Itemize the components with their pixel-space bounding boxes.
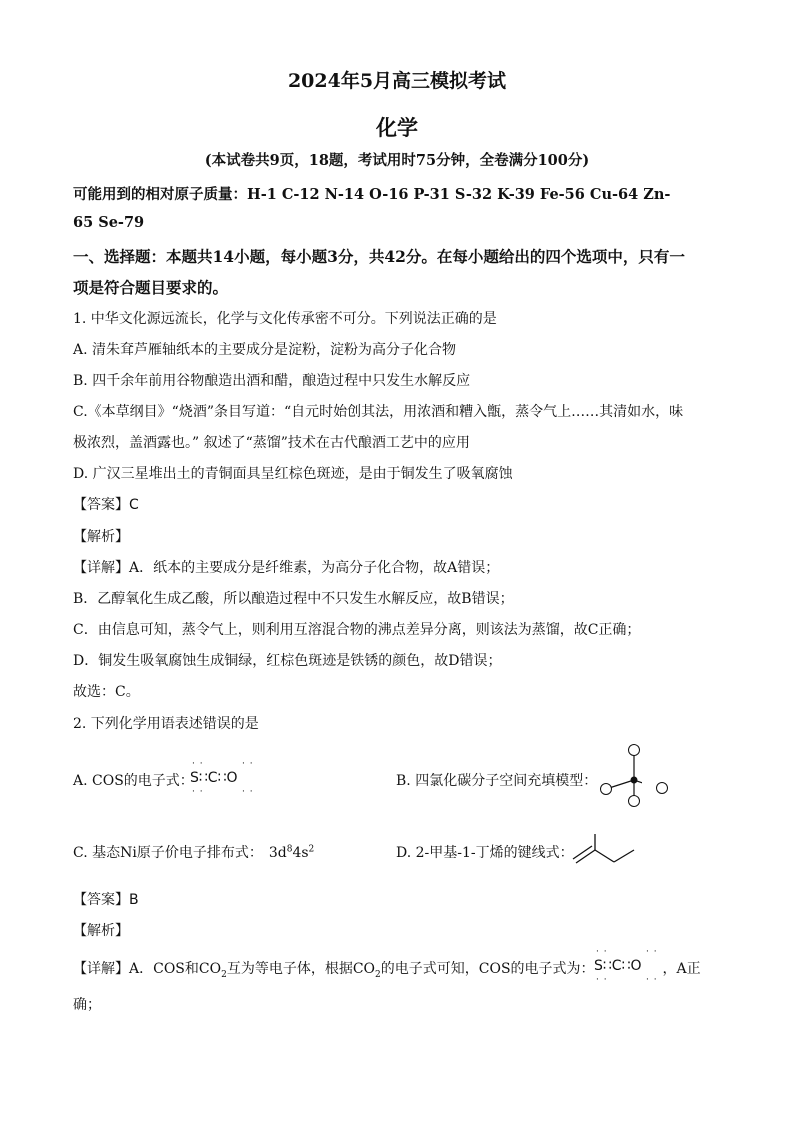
detail-label: 【详解】 (73, 961, 129, 977)
ni-config: $3d^84s^2$ (268, 844, 315, 861)
ccl4-model-right-atom (632, 778, 672, 798)
q1-conclusion: 故选：C。 (73, 684, 140, 700)
q1-option-c-line2: 极浓烈，盖酒露也。” 叙述了“蒸馏”技术在古代酿酒工艺中的应用 (73, 435, 470, 451)
answer-label: 【答案】 (73, 497, 129, 513)
answer-value: C (129, 497, 139, 513)
q2-option-a-label: A. COS的电子式： (73, 773, 194, 789)
q1-detail-b: B．乙醇氧化生成乙酸，所以酿造过程中不只发生水解反应，故B错误； (73, 591, 514, 607)
answer-value: B (129, 892, 139, 908)
q2-option-c-label: C. 基态Ni原子价电子排布式： (73, 845, 263, 861)
atomic-masses-line1: 可能用到的相对原子质量：H-1 C-12 N-14 O-16 P-31 S-32 K-39 Fe-56 Cu-64 Zn- (73, 186, 671, 203)
q2-answer (73, 889, 139, 909)
q1-detail-c: C．由信息可知，蒸令气上，则利用互溶混合物的沸点差异分离，则该法为蒸馏，故C正确； (73, 622, 641, 638)
q2-detail-a: 【详解】A．COS和$CO_2$互为等电子体，根据$CO_2$的电子式可知，COS的电子式为： ，A正 (73, 961, 701, 980)
q2-stem: 2. 下列化学用语表述错误的是 (73, 716, 259, 732)
subject-title: 化学 (376, 115, 418, 140)
exam-info: (本试卷共9页，18题，考试用时75分钟，全卷满分100分) (204, 152, 590, 169)
section1-line1: 一、选择题：本题共14小题，每小题3分，共42分。在每小题给出的四个选项中，只有一 (73, 247, 685, 266)
q1-option-d: D. 广汉三星堆出土的青铜面具呈红棕色斑迹，是由于铜发生了吸氧腐蚀 (73, 466, 513, 482)
q1-answer (73, 494, 139, 514)
cos-electron-formula: · · · · S∷C∷O · · · · (190, 759, 254, 797)
detail-text: A．纸本的主要成分是纤维素，为高分子化合物，故A错误； (129, 560, 500, 576)
q1-detail-a (73, 557, 499, 577)
q2-detail-a-cont: 确； (73, 997, 101, 1013)
methylbutene-skeletal-diagram (570, 830, 640, 872)
atomic-masses-line2: 65 Se-79 (73, 214, 145, 231)
q1-detail-d: D．铜发生吸氧腐蚀生成铜绿，红棕色斑迹是铁锈的颜色，故D错误； (73, 653, 502, 669)
section1-line2: 项是符合题目要求的。 (73, 278, 229, 297)
q2-option-b: B. 四氯化碳分子空间充填模型： (396, 773, 598, 789)
q1-stem: 1. 中华文化源远流长，化学与文化传承密不可分。下列说法正确的是 (73, 311, 497, 327)
detail-label: 【详解】 (73, 560, 129, 576)
cos-electron-formula-detail: · · · · S∷C∷O · · · · (594, 947, 658, 985)
q2-option-d: D. 2-甲基-1-丁烯的键线式： (396, 845, 574, 861)
ccl4-model-diagram (596, 742, 642, 808)
q1-option-c-line1: C.《本草纲目》“烧酒”条目写道：“自元时始创其法，用浓酒和糟入甑，蒸令气上……其清如水，味 (73, 404, 684, 420)
q1-option-b: B. 四千余年前用谷物酿造出酒和醋，酿造过程中只发生水解反应 (73, 373, 471, 389)
q1-analysis-label: 【解析】 (73, 529, 129, 545)
q2-analysis-label: 【解析】 (73, 923, 129, 939)
q2-option-a (73, 770, 194, 790)
exam-title: 2024年5月高三模拟考试 (287, 70, 507, 92)
q1-option-a: A. 清朱耷芦雁轴纸本的主要成分是淀粉，淀粉为高分子化合物 (73, 342, 457, 358)
cos-formula-detail-text: S∷C∷O (594, 958, 642, 974)
q2-option-c (73, 842, 314, 862)
cos-formula-text: S∷C∷O (190, 770, 238, 786)
answer-label: 【答案】 (73, 892, 129, 908)
